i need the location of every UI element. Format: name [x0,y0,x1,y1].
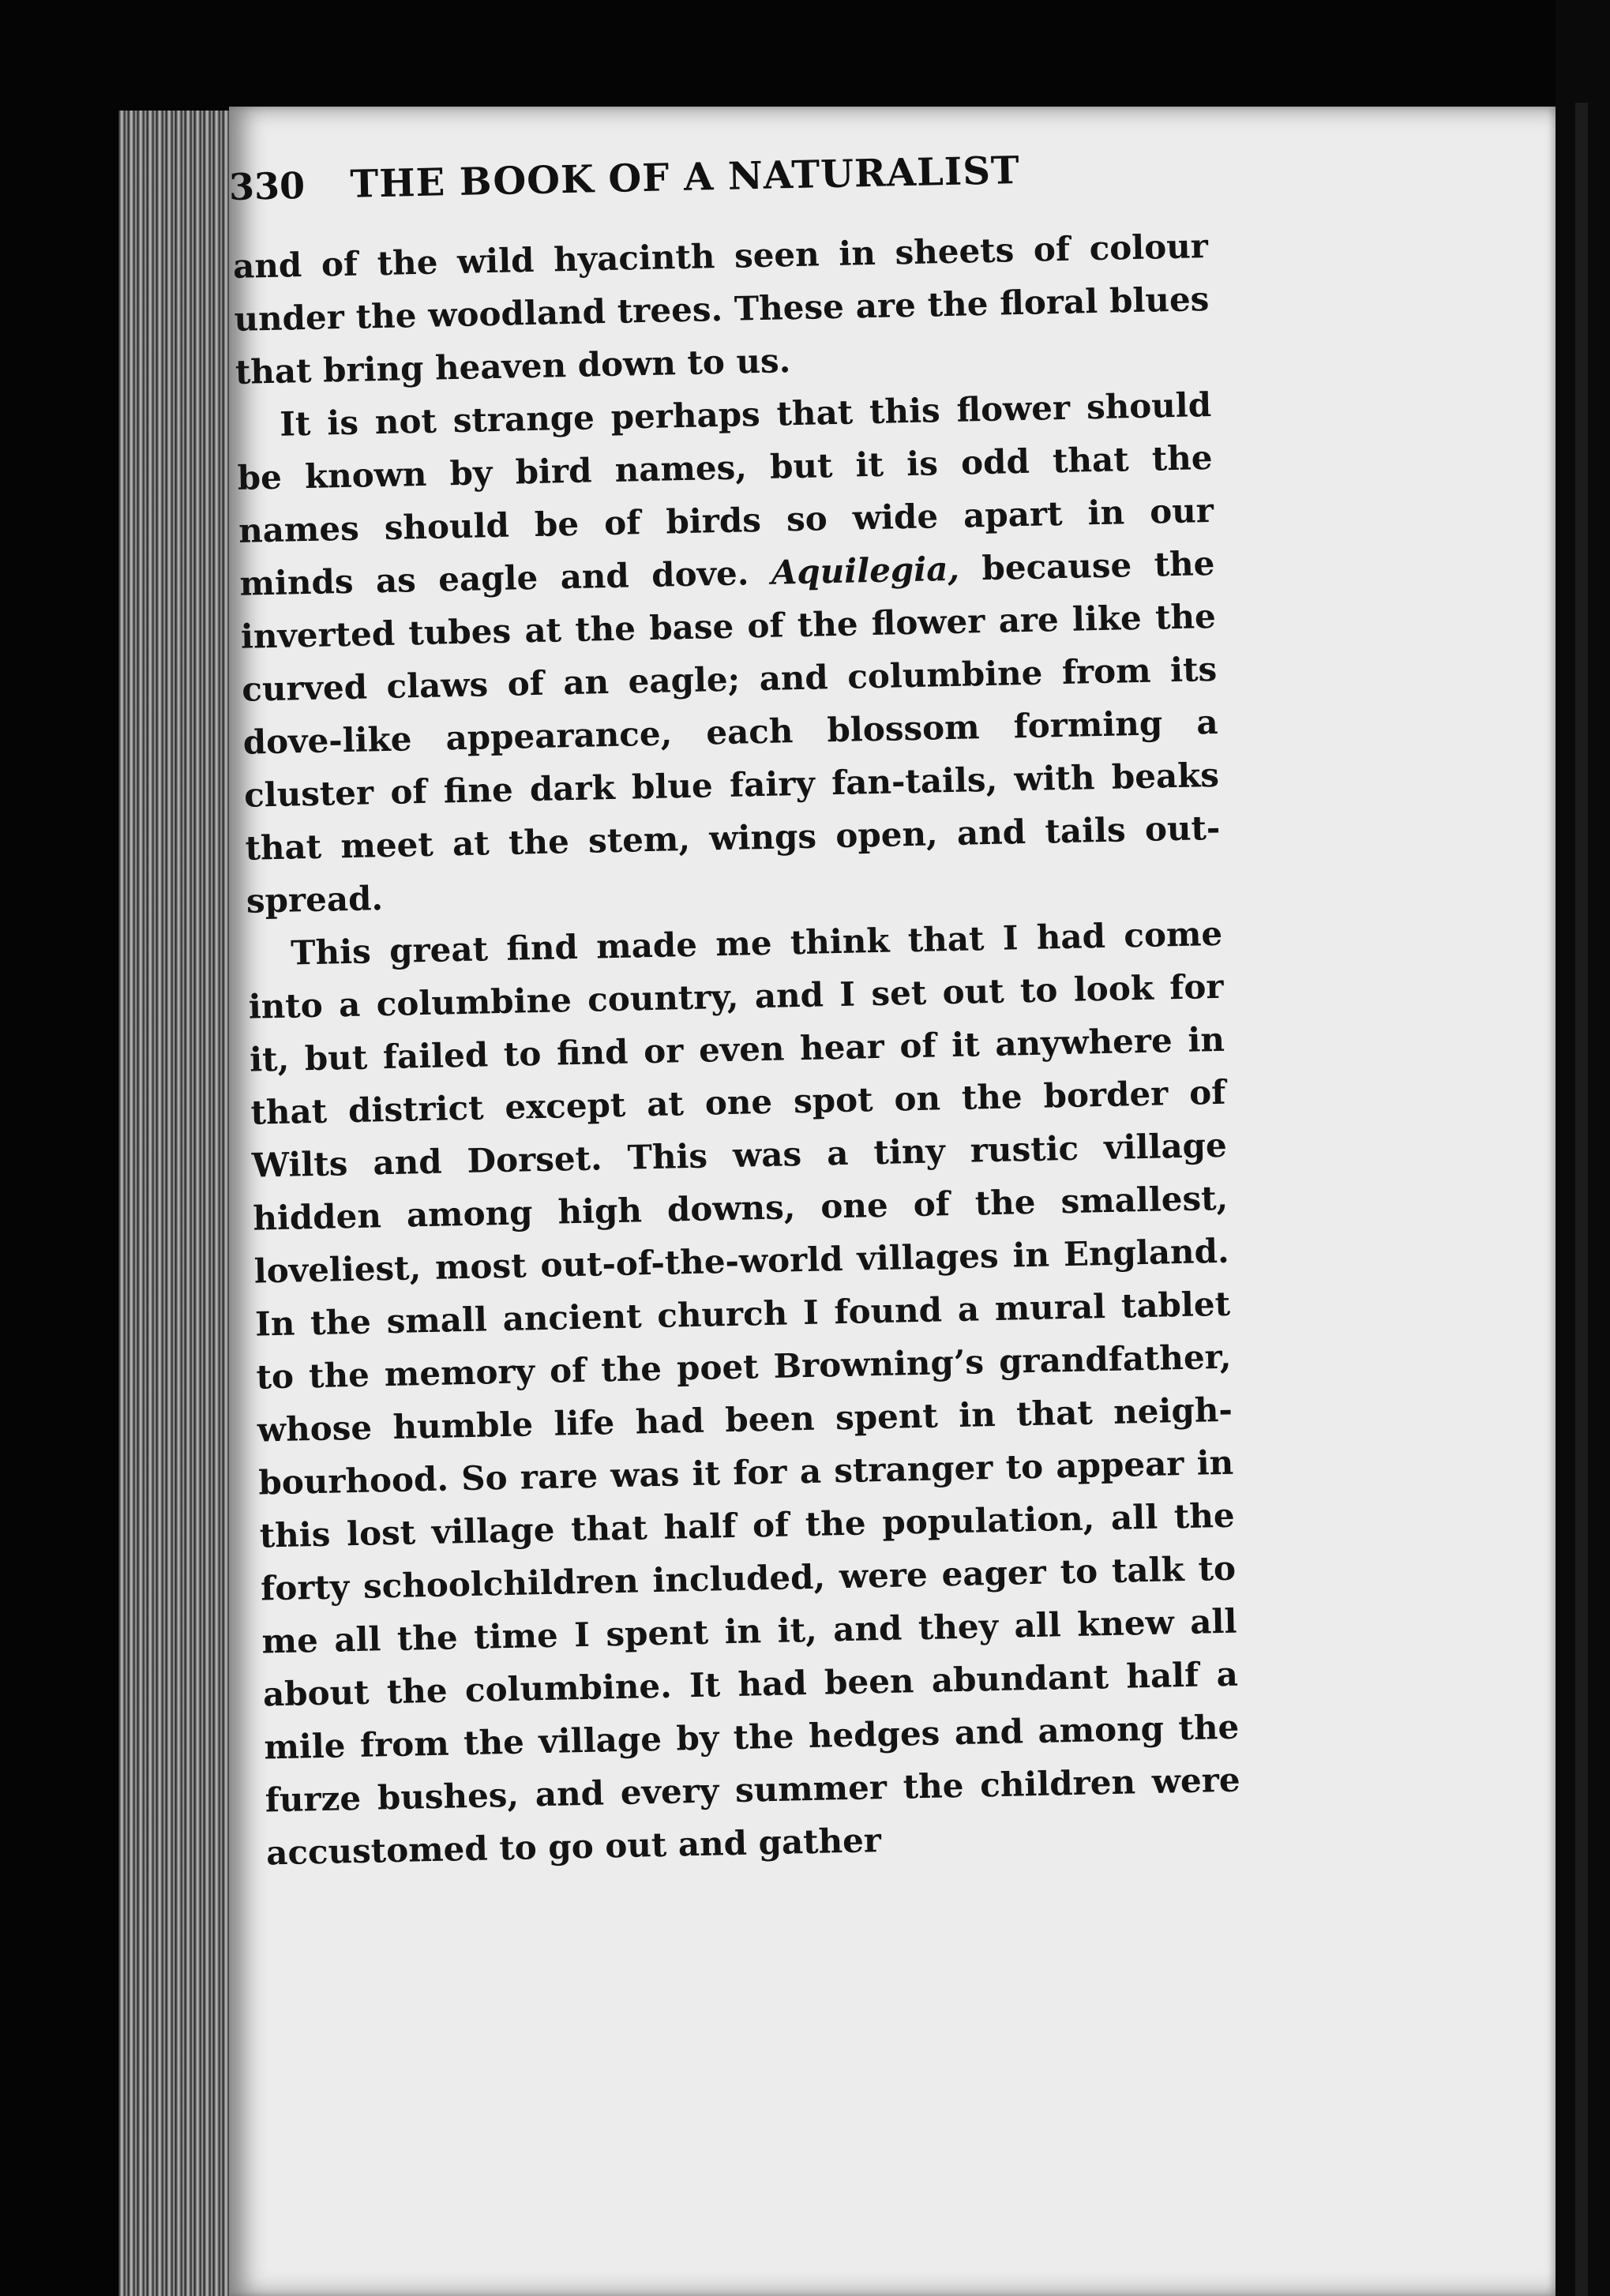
body-text [232,219,1241,1879]
paragraph-text: because the inverted tubes at the base of the flower are like the curved claws of an eagle; and columbine from its dove-like appearance, each blossom forming a cluster of fine dark blue fairy fan-tails, with beaks that meet at the stem, wings open, and tails out-spread. [240,543,1221,921]
page-number: 330 [228,163,306,208]
running-head: THE BOOK OF A NATURALIST [350,148,1021,207]
paragraph-text: It is not strange perhaps that this flower should be known by bird names, but it is odd that the names should be of birds so wide apart in our minds as eagle and dove. [237,385,1214,603]
paragraph: and of the wild hyacinth seen in sheets of colour under the woodland trees. These are the floral blues that bring heaven down to us. [232,227,1210,392]
paragraph: This great find made me think that I had come into a columbine country, and I set out to look for it, but failed to find or even hear of it anywhere in that district except at one spot on the border of Wilts and Dorset. This was a tiny rustic village hidden among high downs, one of the smallest, loveliest, most out-of-the-world villages in England. In the small ancient church I found a mural tablet to the memory of the poet Browning’s grandfather, whose humble life had been spent in that neigh-bourhood. So rare was it for a stranger to appear in this lost village that half of the population, all the forty schoolchildren included, were eager to talk to me all the time I spent in it, and they all knew all about the columbine. It had been abundant half a mile from the village by the hedges and among the furze bushes, and every summer the children were accustomed to go out and gather [248,914,1241,1873]
italic-term: Aquilegia, [771,549,960,592]
book-page-edges [118,111,237,2296]
paragraph [236,378,1222,928]
facing-page-edge [1575,103,1588,2296]
